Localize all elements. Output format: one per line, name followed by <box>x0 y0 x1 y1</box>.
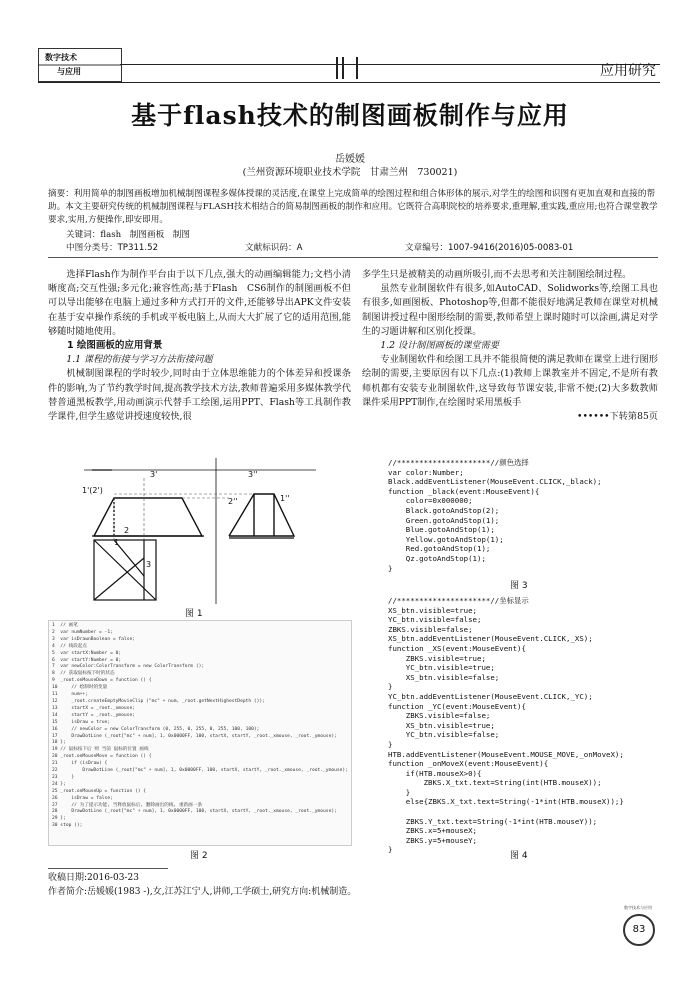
fig1-label: 1'(2') <box>82 486 103 495</box>
paragraph: 选择Flash作为制作平台由于以下几点,强大的动画编辑能力;文档小清晰度高;交互性强;多元化;兼容性高;基于Flash CS6制作的制图画板不但可以导出能够在电脑上通过多种方式打开的文件,还能够导出APK文件安装在基于安卓操作系统的手机或平板电脑上,从而大大扩展了它的适用范围,能够随时随地使用。 <box>48 269 351 337</box>
fig1-label: 3 <box>146 560 152 569</box>
clc-number: 中图分类号：TP311.52 <box>66 243 159 253</box>
logo-line-2: 与应用 <box>57 66 81 76</box>
figure-4-caption: 图 4 <box>510 851 528 861</box>
paragraph: 虽然专业制图软件有很多,如AutoCAD、Solidworks等,绘图工具也有很多,如画图板、Photoshop等,但都不能很好地满足教师在课堂对机械制图讲授过程中图形绘制的需要,教师希望上课时随时可以涂画,满足对学生的习题讲解和区别化授课。 <box>362 283 658 337</box>
keywords <box>66 228 190 240</box>
abstract <box>48 188 658 227</box>
fig1-label: 1'' <box>280 494 290 503</box>
abstract-label: 摘要： <box>48 189 74 199</box>
fig1-label: 2'' <box>228 497 238 506</box>
figure-4-code-text: //*********************//坐标显示 XS_btn.visible=true; YC_btn.visible=false; ZBKS.visible=false; XS_btn.addEventListener(MouseEvent.CLICK,_XS); function _XS(event:MouseEvent){ ZBKS.visible=true; YC_btn.visible=true; XS_btn.visible=false; } YC_btn.addEventListener(MouseEvent.CLICK,_YC); function _YC(event:MouseEvent){ ZBKS.visible=false; XS_btn.visible=true; YC_btn.visible=false; } HTB.addEventListener(MouseEvent.MOUSE_MOVE,_onMoveX); function _onMoveX(event:MouseEvent){ if(HTB.mouseX>0){ ZBKS.X_txt.text=String(int(HTB.mouseX)); } else{ZBKS.X_txt.text=String(-1*int(HTB.mouseX));} ZBKS.Y_txt.text=String(-1*int(HTB.mouseY)); ZBKS.x=5+mouseX; ZBKS.y=5+mouseY; } <box>388 596 624 855</box>
abstract-text: 利用简单的制图画板增加机械制图课程多媒体授课的灵活度,在课堂上完成简单的绘图过程和组合体形体的展示,对学生的绘图和识图有更加直观和直接的帮助。本文主要研究传统的机械制图课程与FLASH技术相结合的简易制图画板的制作和应用。它既符合高职院校的培养要求,重理解,重实践,重应用;也符合课堂教学要求,实用,方便操作,即安即用。 <box>48 189 658 225</box>
figure-1-caption: 图 1 <box>185 609 203 619</box>
figure-3-code-text: //*********************//颜色选择 var color:Number; Black.addEventListener(MouseEvent.CLICK,_black); function _black(event:MouseEvent){ color=0x000000; Black.gotoAndStop(2); Green.gotoAndStop(1); Blue.gotoAndStop(1); Yellow.gotoAndStop(1); Red.gotoAndStop(1); Qz.gotoAndStop(1); } <box>388 458 602 573</box>
footnote-rule <box>48 868 168 869</box>
figure-2-code-text: 1 // 画笔 2 var numNumber = -1; 3 var isDrawnBoolean = false; 4 // 线段起点 5 var startX:Number = 0; 6 var startY:Number = 0; 7 var newColor:ColorTransform = new ColorTransform (); 8 // 获取鼠标按下时的状态 9 _root.onMouseDown = function () { 10 // 绘制时的变量 11 num++; 12 _root.createEmptyMovieClip ("mc" + num, _root.getNextHighestDepth ()); 13 startX = _root._xmouse; 14 startY = _root._ymouse; 15 isDraw = true; 16 // newColor = new ColorTransform (0, 255, 0, 255, 0, 255, 100, 100); 17 DrawDotLine (_root["mc" + num], 1, 0x0000FF, 100, startX, startY, _root._xmouse, _root._ymouse); 18 }; 19 // 鼠标按下后 则 当前 鼠标的位置 画线 20 _root.onMouseMove = function () { 21 if (isDraw) { 22 DrawDotLine (_root["mc" + num], 1, 0x0000FF, 100, startX, startY, _root._xmouse, _root._ymouse); 23 } 24 }; 25 _root.onMouseUp = function () { 26 isDraw = false; 27 // 为了提示功能, 当释放鼠标后, 删除画出的线, 重新画一条 28 DrawDotLine (_root["mc" + num], 1, 0x0000FF, 100, startX, startY, _root._xmouse, _root._ymouse); 29 }; 30 stop (); <box>52 623 348 829</box>
logo-line-1: 数字技术 <box>45 52 77 62</box>
continuation-note: ••••••下转第85页 <box>577 411 658 423</box>
received-date: 收稿日期:2016-03-23 <box>48 873 139 883</box>
keywords-text: flash 制图画板 制图 <box>100 230 190 240</box>
header-ornament <box>336 57 366 79</box>
header-rule <box>120 64 660 65</box>
page-seal: 数字技术与应用 <box>624 905 652 910</box>
author: 岳媛媛 <box>335 154 365 165</box>
figure-2-code <box>48 620 352 846</box>
page-number: 83 <box>623 914 655 946</box>
figure-3-caption: 图 3 <box>510 581 528 591</box>
article-number: 文章编号：1007-9416(2016)05-0083-01 <box>405 243 574 253</box>
doc-code: 文献标识码：A <box>245 243 303 253</box>
section-tag: 应用研究 <box>600 63 656 79</box>
figure-2-caption: 图 2 <box>190 851 208 861</box>
affiliation: (兰州资源环境职业技术学院 甘肃兰州 730021) <box>242 167 458 178</box>
fig1-label: 2 <box>124 526 130 535</box>
section-heading: 1 绘图画板的应用背景 <box>67 340 163 352</box>
paper-title: 基于flash技术的制图画板制作与应用 <box>131 101 569 130</box>
fig1-label: 3'' <box>248 470 258 479</box>
keywords-label: 关键词： <box>66 230 101 240</box>
paragraph: 机械制图课程的学时较少,同时由于立体思维能力的个体差异和授课条件的影响,为了节约教学时间,提高教学技术方法,教师普遍采用多媒体教学代替普通黑板教学,用动画演示代替手工绘图,运用PPT、Flash等工具制作教学课件,但学生感觉讲授速度较快,很 <box>48 368 351 423</box>
figure-1-drawing <box>84 458 316 604</box>
paragraph: 专业制图软件和绘图工具并不能很简便的满足教师在课堂上进行图形绘制的需要,主要原因有以下几点:(1)教师上课教室并不固定,不是所有教师机都有安装专业制图软件,这导致每节课安装,非常不便;(2)大多数教师课件采用PPT制作,在绘图时采用黑板手 <box>362 354 658 408</box>
fig1-label: 1 <box>114 538 120 547</box>
left-column <box>48 268 351 424</box>
subsection-heading: 1.1 课程的衔接与学习方法衔接问题 <box>66 354 213 366</box>
figure-4-code <box>388 596 658 855</box>
right-column <box>362 268 658 424</box>
header-rule-bottom <box>38 82 660 83</box>
journal-logo <box>38 48 122 82</box>
abstract-rule <box>48 257 658 258</box>
subsection-heading: 1.2 设计制图画板的课堂需要 <box>380 340 499 352</box>
author-bio: 作者简介:岳媛媛(1983 -),女,江苏江宁人,讲师,工学硕士,研究方向:机械制造。 <box>48 887 357 897</box>
fig1-label: 3' <box>150 470 158 479</box>
figure-3-code <box>388 458 653 573</box>
paragraph: 多学生只是被精美的动画所吸引,而不去思考和关注制图绘制过程。 <box>362 269 632 280</box>
